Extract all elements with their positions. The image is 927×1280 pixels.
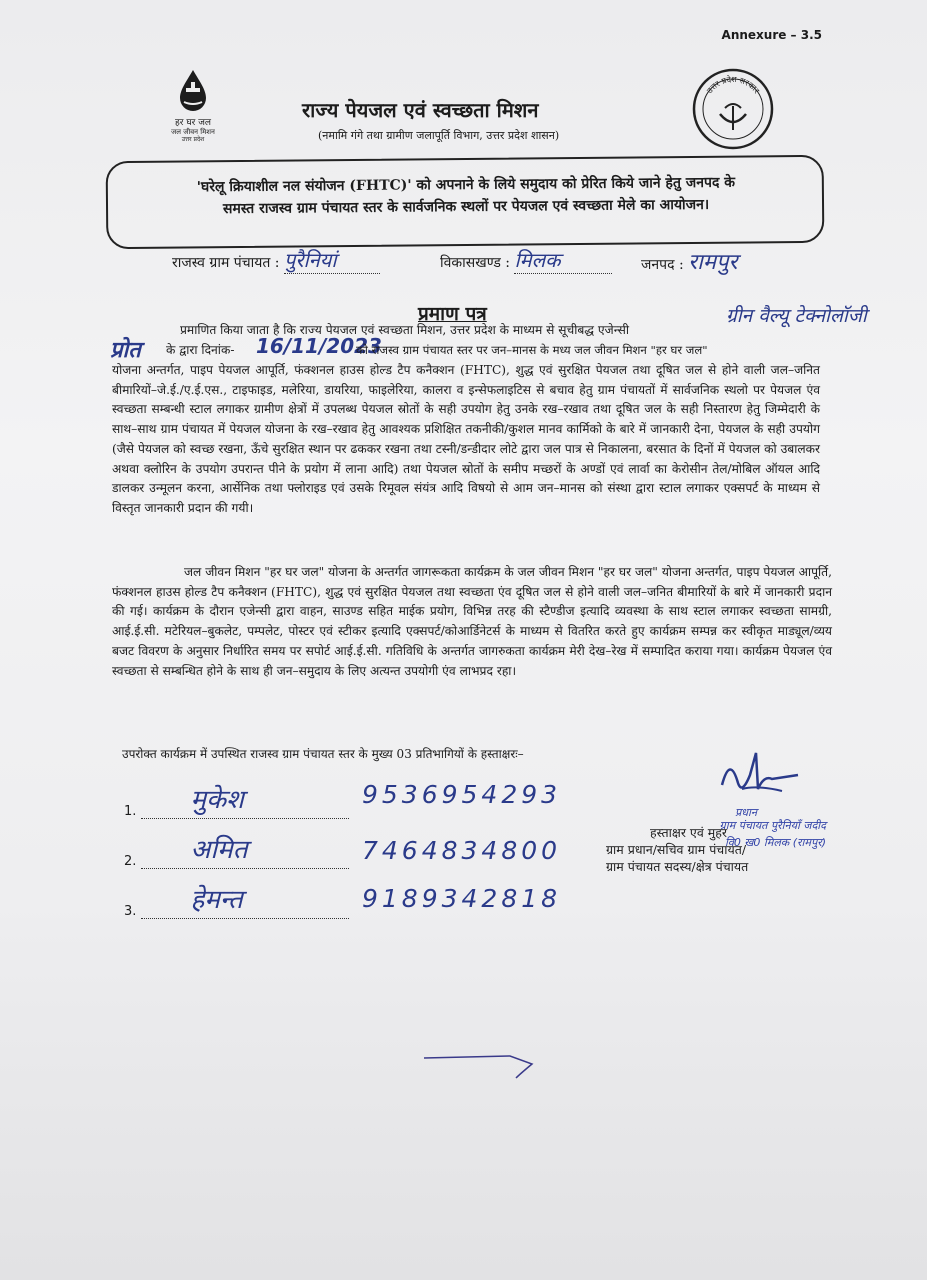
participant-phone: 9536954293 [362,780,562,809]
para1-line2-start: के द्वारा दिनांक- [166,343,235,357]
participant-row-3 [124,885,349,919]
svg-text:उत्तर प्रदेश सरकार [705,74,761,96]
para1-line1: प्रमाणित किया जाता है कि राज्य पेयजल एवं स्वच्छता मिशन, उत्तर प्रदेश के माध्यम से सूचीबद्ध एजेन्सी [180,323,630,337]
pen-mark [420,1050,550,1080]
seal-text: उत्तर प्रदेश सरकार [705,74,762,96]
certificate-title: प्रमाण पत्र [418,303,487,325]
event-description-box [106,155,825,249]
block-value: मिलक [514,248,561,272]
prefix-handwritten: प्रोत [110,338,141,363]
block-field [440,246,612,274]
date-handwritten: 16/11/2023 [256,334,382,358]
stamp-line-3: वि0 ख0 मिलक (रामपुर) [724,836,826,849]
logo-text-2: जल जीवन मिशन [171,128,215,136]
participant-phone: 9189342818 [362,884,562,913]
pradhan-designation [606,824,836,875]
agency-name-handwritten: ग्रीन वैल्यू टेक्नोलॉजी [726,305,867,327]
annexure-label: Annexure – 3.5 [721,28,822,42]
participant-row-2 [124,835,349,869]
stamp-line-1: प्रधान [735,806,757,819]
gp-label: राजस्व ग्राम पंचायत : [172,255,280,271]
participant-number: 2. [124,854,137,869]
department-title: राज्य पेयजल एवं स्वच्छता मिशन [302,98,539,122]
participant-number: 3. [124,904,137,919]
pradhan-line-2: ग्राम प्रधान/सचिव ग्राम पंचायत/ [606,842,747,857]
gp-value: पुरैनियां [283,248,337,272]
gram-panchayat-field [172,246,380,274]
logo-text-1: हर घर जल [175,118,211,128]
up-government-seal [692,68,774,150]
block-label: विकासखण्ड : [440,255,511,271]
logo-text-3: उत्तर प्रदेश [181,136,205,143]
event-line-2: समस्त राजस्व ग्राम पंचायत स्तर के सार्वजनिक स्थलों पर पेयजल एवं स्वच्छता मेले का आयोजन। [222,196,710,218]
pradhan-line-3: ग्राम पंचायत सदस्य/क्षेत्र पंचायत [606,859,749,874]
pradhan-signature [712,745,802,805]
har-ghar-jal-logo [158,68,228,143]
participant-name: अमित [190,835,248,865]
para1-line2-end: को राजस्व ग्राम पंचायत स्तर पर जन–मानस के मध्य जल जीवन मिशन "हर घर जल" [356,343,708,357]
district-value: रामपुर [688,250,738,275]
stamp-line-2: ग्राम पंचायत पुरैनियाँ जदीद [719,819,826,832]
participant-name: हेमन्त [190,885,243,915]
pradhan-line-1: हस्ताक्षर एवं मुहर [650,825,727,840]
participant-row-1 [124,785,349,819]
district-label: जनपद : [641,257,684,273]
district-field [641,246,738,276]
participant-phone: 7464834800 [362,836,562,865]
signatures-intro: उपरोक्त कार्यक्रम में उपस्थित राजस्व ग्राम पंचायत स्तर के मुख्य 03 प्रतिभागियों के हस्ताक्षरः– [122,747,524,761]
para2-body: जल जीवन मिशन "हर घर जल" योजना के अन्तर्गत जागरूकता कार्यक्रम के जल जीवन मिशन "हर घर जल" योजना अन्तर्गत, पाइप पेयजल आपूर्ति, फंक्शनल हाउस होल्ड टैप कनैक्शन (FHTC), शुद्ध एवं सुरक्षित पेयजल तथा स्वच्छता एंव दूषित जल से होने वाली जल–जनित बीमारियों के बारे में जानकारी प्रदान की गई। कार्यक्रम के दौरान एजेन्सी द्वारा वाहन, साउण्ड सहित माईक प्रयोग, विभिन्न तरह की स्टैण्डीज इत्यादि व्यवस्था के साथ स्टाल लगाकर स्वच्छता सामग्री, आई.ई.सी. मटेरियल–बुकलेट, पम्पलेट, पोस्टर एवं स्टीकर इत्यादि एक्सपर्ट/कोआर्डिनेटर्स के माध्यम से वितरित करते हुए कार्यक्रम सम्पन्न कर स्वीकृत माड्यूल/व्यय बजट विवरण के अनुसार निर्धारित समय पर सपोर्ट आई.ई.सी. गतिविधि के अन्तर्गत जागरुकता कार्यक्रम मेरी देख–रेख में सम्पादित कराया गया। कार्यक्रम पेयजल एंव स्वच्छता से सम्बन्धित होने के साथ ही जन–समुदाय के लिए अत्यन्त उपयोगी एंव लाभप्रद रहा। [112,565,833,678]
department-subtitle: (नमामि गंगे तथा ग्रामीण जलापूर्ति विभाग, उत्तर प्रदेश शासन) [318,129,560,142]
event-line-1: 'घरेलू क्रियाशील नल संयोजन (FHTC)' को अपनाने के लिये समुदाय को प्रेरित किये जाने हेतु जनपद के [196,174,736,196]
participant-number: 1. [124,804,137,819]
participant-name: मुकेश [190,785,244,815]
water-drop-icon [176,68,210,114]
para1-body: योजना अन्तर्गत, पाइप पेयजल आपूर्ति, फंक्शनल हाउस होल्ड टैप कनैक्शन (FHTC), शुद्ध एवं सुरक्षित पेयजल तथा दूषित जल से होने वाली जल–जनित बीमारियों–जे.ई./ए.ई.एस., टाइफाइड, मलेरिया, डायरिया, फाइलेरिया, कालरा व इन्सेफलाइटिस से बचाव हेतु ग्राम पंचायतों में सार्वजनिक स्थलो पर पेयजल एंव स्वच्छता सम्बन्धी स्टाल लगाकर ग्रामीण क्षेत्रों में उपलब्ध पेयजल स्रोतों के सही उपयोग हेतु उनके रख–रखाव तथा दूषित जल के सही निस्तारण हेतु जिम्मेदारी के साथ–साथ ग्राम पंचायत में पेयजल योजना के रख–रखाव हेतु आवश्यक प्रशिक्षित तकनीकी/कुशल मानव कार्मिको के बारे में जानकारी देना, पेयजल के सही उपयोग (जैसे पेयजल को स्वच्छ रखना, ऊँचे सुरक्षित स्थान पर ढककर रखना तथा टस्नी/डन्डीदार लोटे द्वारा जल पात्र से निकालना, बरसात के दिनों में पेयजल को उबालकर अथवा क्लोरिन के उपयोग उपरान्त पीने के प्रयोग में लाना आदि) तथा पेयजल स्रोतों के समीप मच्छरों के अण्डों एवं लार्वा का केरोसीन तेल/मोबिल ऑयल आदि डालकर उन्मूलन करना, आर्सेनिक तथा फ्लोराइड एवं उसके रिमूवल संयंत्र आदि विषयो से आम जन–मानस को संस्था द्वारा स्टाल लगाकर एक्सपर्ट के माध्यम से विस्तृत जानकारी प्रदान की गयी। [112,363,820,515]
